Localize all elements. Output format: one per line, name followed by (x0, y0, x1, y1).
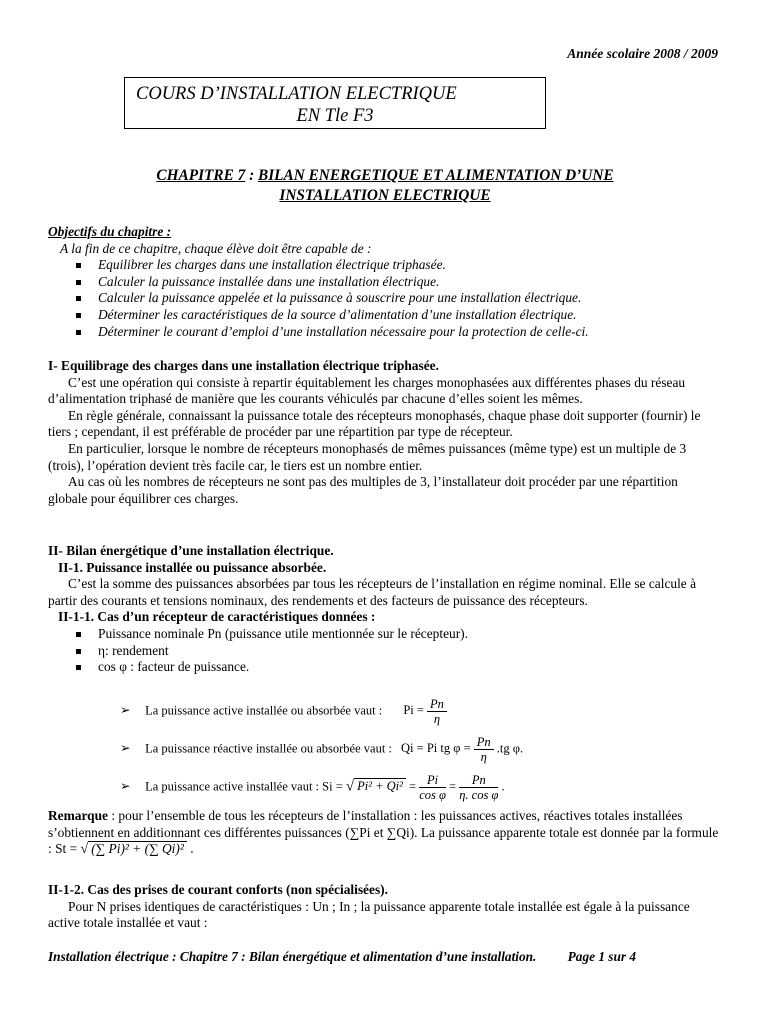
remark-formula: (∑ Pi)² + (∑ Qi)² (88, 841, 187, 856)
objectives-intro: A la fin de ce chapitre, chaque élève doit être capable de : (60, 240, 372, 256)
chapter-separator: : (245, 167, 258, 184)
objectives-section (48, 224, 720, 340)
school-year: Année scolaire 2008 / 2009 (567, 46, 718, 61)
formula-fraction (427, 697, 447, 726)
objectives-heading: Objectifs du chapitre : (48, 224, 172, 239)
fraction-numerator: Pi (419, 773, 446, 788)
page-number: Page 1 sur 4 (567, 949, 637, 964)
formula-reactive-power (120, 735, 523, 764)
formula-tail: .tg φ. (496, 741, 524, 756)
formula-lhs: Qi = Pi tg φ = (401, 741, 471, 756)
formula-apparent-power: ➢ La puissance active installée vaut : Si = √ Pi² + Qi² = $\frac{Pi}{\text{cos φ}}$ = $\frac{Pn}{\text{η. cos φ}}$ . (120, 773, 505, 802)
remark-text: : pour l’ensemble de tous les récepteurs de l’installation : les puissances actives, réactives totales installées s’obtiennent en additionnant ces différentes puissances (∑Pi et ∑Qi). La puissance apparente totale est donnée par la formule : St = (48, 808, 719, 857)
section-1-paragraph: C’est une opération qui consiste à repartir équitablement les charges monophasées aux différentes phases du réseau d’alimentation triphasé de manière que les courants véhiculés par chacune d’elles soient les mêmes. (48, 374, 686, 407)
chapter-title-line2: INSTALLATION ELECTRIQUE (279, 187, 491, 204)
subsection-2-1-2-text: Pour N prises identiques de caractéristiques : Un ; In ; la puissance apparente totale installée est égale à la puissance active totale installée et vaut : (48, 898, 690, 931)
list-item: Déterminer les caractéristiques de la source d’alimentation d’une installation électrique. (74, 307, 720, 324)
list-item: η: rendement (74, 643, 720, 660)
section-1 (48, 358, 720, 507)
formula-label: La puissance active installée vaut : Si = (145, 779, 343, 794)
course-title-box (124, 77, 546, 129)
section-2 (48, 543, 720, 676)
arrow-bullet-icon: ➢ (120, 741, 131, 756)
course-class: EN Tle F3 (296, 106, 374, 126)
fraction-denominator: η (480, 750, 487, 764)
chapter-heading (60, 166, 710, 206)
section-1-paragraph: Au cas où les nombres de récepteurs ne sont pas des multiples de 3, l’installateur doit procéder par une répartition globale pour équilibrer ces charges. (48, 474, 678, 506)
list-item: Puissance nominale Pn (puissance utile mentionnée sur le récepteur). (74, 626, 720, 643)
list-item: cos φ : facteur de puissance. (74, 659, 720, 676)
formula-equals: = (409, 779, 417, 794)
list-item: Equilibrer les charges dans une installation électrique triphasée. (74, 257, 720, 274)
formula-label: La puissance réactive installée ou absorbée vaut : (145, 741, 392, 756)
fraction-numerator: Pn (427, 697, 447, 712)
chapter-label: CHAPITRE 7 (156, 167, 246, 184)
subsection-2-1-1-heading: II-1-1. Cas d’un récepteur de caractéristiques données : (58, 609, 376, 625)
list-item: Calculer la puissance installée dans une installation électrique. (74, 274, 720, 291)
formula-fraction (419, 773, 446, 802)
remark: Remarque : pour l’ensemble de tous les récepteurs de l’installation : les puissances actives, réactives totales installées s’obtiennent en additionnant ces différentes puissances (∑Pi et ∑Qi). La puissance apparente totale est donnée par la formule : St = √ (∑ Pi)² + (∑ Qi)² . (48, 808, 719, 858)
subsection-2-1-2 (48, 882, 720, 932)
formula-active-power (120, 697, 447, 726)
fraction-numerator: Pn (459, 773, 498, 788)
formula-equals: = (449, 779, 457, 794)
chapter-title-line1: BILAN ENERGETIQUE ET ALIMENTATION D’UNE (258, 167, 614, 184)
footer-text: Installation électrique : Chapitre 7 : Bilan énergétique et alimentation d’une installation. (48, 949, 537, 964)
formula-fraction (474, 735, 494, 764)
subsection-2-1-text: C’est la somme des puissances absorbées par tous les récepteurs de l’installation en régime nominal. Elle se calcule à partir des courants et tensions nominaux, des rendements et des facteurs de puissance des récepteurs. (48, 576, 697, 608)
arrow-bullet-icon: ➢ (120, 703, 131, 718)
formula-fraction (459, 773, 498, 802)
objectives-list (48, 257, 720, 340)
fraction-denominator: η (433, 712, 441, 726)
fraction-denominator: cos φ (419, 788, 446, 802)
formula-sqrt: Pi² + Qi² (354, 778, 406, 793)
characteristics-list (48, 626, 720, 676)
list-item: Déterminer le courant d’emploi d’une installation nécessaire pour la protection de celle-ci. (74, 324, 720, 341)
course-title: COURS D’INSTALLATION ELECTRIQUE (136, 84, 457, 104)
sqrt-icon: √ (80, 842, 89, 858)
list-item: Calculer la puissance appelée et la puissance à souscrire pour une installation électrique. (74, 290, 720, 307)
formula-lhs: Pi = (403, 703, 424, 718)
formula-label: La puissance active installée ou absorbée vaut : (145, 703, 383, 718)
sqrt-icon: √ (345, 778, 355, 795)
section-1-heading: I- Equilibrage des charges dans une installation électrique triphasée. (48, 358, 439, 373)
subsection-2-1-2-heading: II-1-2. Cas des prises de courant conforts (non spécialisées). (48, 882, 388, 897)
fraction-numerator: Pn (474, 735, 494, 750)
arrow-bullet-icon: ➢ (120, 779, 131, 794)
section-2-heading: II- Bilan énergétique d’une installation électrique. (48, 543, 334, 558)
page-footer (48, 948, 720, 965)
subsection-2-1-heading: II-1. Puissance installée ou puissance absorbée. (58, 559, 327, 575)
section-1-paragraph: En règle générale, connaissant la puissance totale des récepteurs monophasés, chaque phase doit supporter (fournir) le tiers ; cependant, il est préférable de procéder par une répartition par type de récepteur. (48, 407, 701, 440)
section-1-paragraph: En particulier, lorsque le nombre de récepteurs monophasés de mêmes puissances (même type) est un multiple de 3 (trois), l’opération devient très facile car, le tiers est un nombre entier. (48, 440, 687, 473)
remark-label: Remarque (48, 808, 109, 823)
fraction-denominator: η. cos φ (459, 788, 499, 802)
